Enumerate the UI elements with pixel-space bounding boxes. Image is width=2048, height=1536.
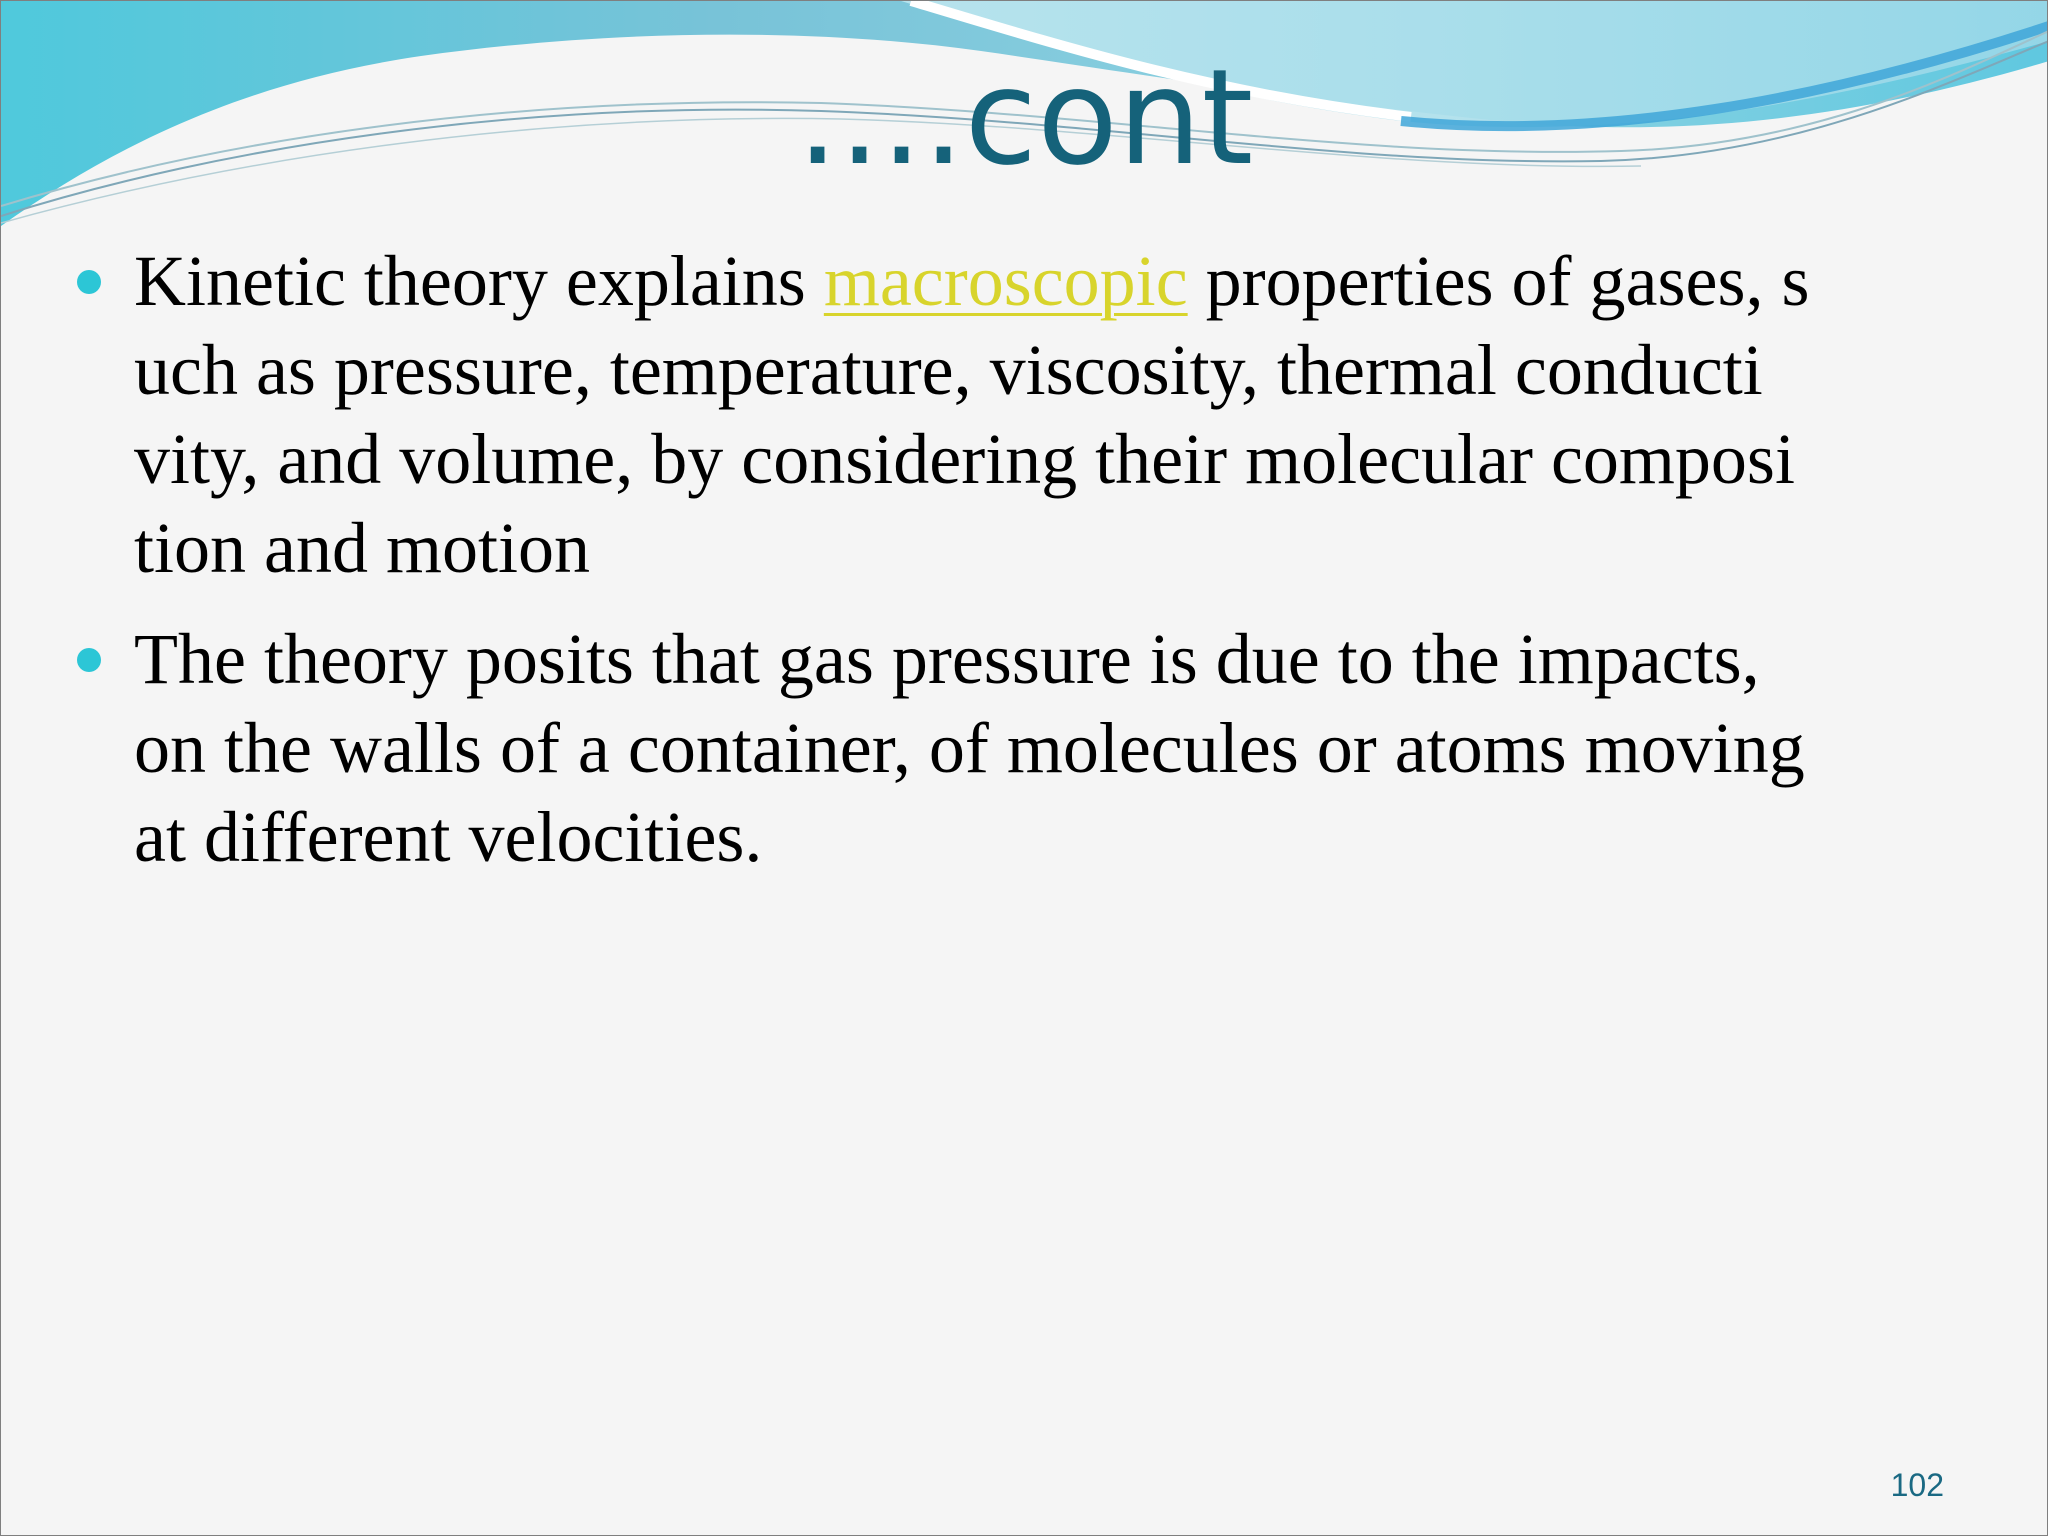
bullet-icon	[77, 648, 101, 672]
bullet-item	[71, 615, 1971, 882]
bullet-line: on the walls of a container, of molecules or atoms moving	[134, 708, 1805, 788]
slide-title: ....cont	[796, 41, 1254, 195]
macroscopic-link[interactable]: macroscopic	[823, 241, 1188, 321]
bullet-line: tion and motion	[134, 508, 590, 588]
bullet-line	[134, 237, 1971, 326]
bullet-text: properties of gases, s	[1187, 241, 1810, 321]
bullet-item	[71, 237, 1971, 593]
bullet-icon	[77, 270, 101, 294]
bullet-text: Kinetic theory explains	[134, 241, 824, 321]
bullet-line: at different velocities.	[134, 797, 763, 877]
bullet-line: uch as pressure, temperature, viscosity, thermal conducti	[134, 330, 1763, 410]
page-number: 102	[1890, 1467, 1944, 1503]
bullet-line: The theory posits that gas pressure is due to the impacts,	[134, 619, 1760, 699]
slide-content	[71, 237, 1971, 904]
bullet-line: vity, and volume, by considering their molecular composi	[134, 419, 1795, 499]
